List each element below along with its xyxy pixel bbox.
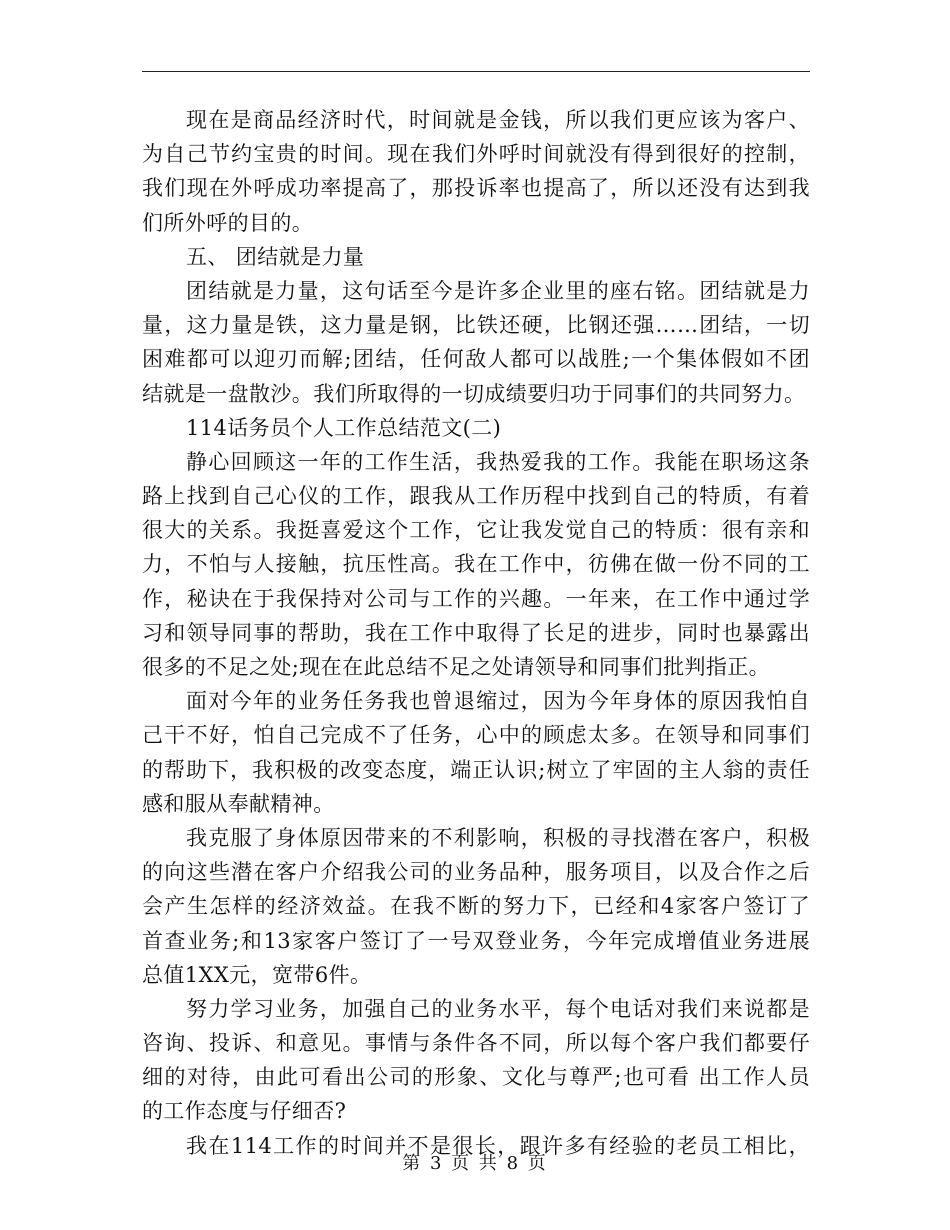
paragraph-line: 会产生怎样的经济效益。在我不断的努力下，已经和4家客户签订了: [142, 894, 810, 919]
paragraph-line: 现在是商品经济时代，时间就是金钱，所以我们更应该为客户、: [186, 108, 810, 132]
paragraph-line: 面对今年的业务任务我也曾退缩过，因为今年身体的原因我怕自: [186, 689, 810, 714]
paragraph-line: 咨询、投诉、和意见。事情与条件各不同，所以每个客户我们都要仔: [142, 1031, 810, 1056]
paragraph-line: 我们现在外呼成功率提高了，那投诉率也提高了，所以还没有达到我: [142, 176, 810, 201]
section-heading: 114话务员个人工作总结范文(二): [186, 415, 502, 440]
paragraph-line: 习和领导同事的帮助，我在工作中取得了长足的进步，同时也暴露出: [142, 620, 810, 645]
paragraph-line: 总值1XX元，宽带6件。: [142, 962, 372, 987]
paragraph-line: 路上找到自己心仪的工作，跟我从工作历程中找到自己的特质，有着: [142, 484, 810, 509]
paragraph-line: 很多的不足之处;现在在此总结不足之处请领导和同事们批判指正。: [142, 655, 771, 679]
paragraph-line: 静心回顾这一年的工作生活，我热爱我的工作。我能在职场这条: [186, 449, 810, 474]
paragraph-line: 为自己节约宝贵的时间。现在我们外呼时间就没有得到很好的控制，: [142, 142, 810, 167]
paragraph-line: 努力学习业务，加强自己的业务水平，每个电话对我们来说都是: [186, 996, 810, 1021]
paragraph-line: 作，秘诀在于我保持对公司与工作的兴趣。一年来，在工作中通过学: [142, 586, 810, 611]
paragraph-line: 我克服了身体原因带来的不利影响，积极的寻找潜在客户，积极: [186, 825, 810, 850]
paragraph-line: 己干不好，怕自己完成不了任务，心中的顾虑太多。在领导和同事们: [142, 723, 810, 748]
section-heading: 五、 团结就是力量: [186, 244, 365, 269]
paragraph-line: 很大的关系。我挺喜爱这个工作，它让我发觉自己的特质：很有亲和: [142, 518, 810, 543]
paragraph-line: 感和服从奉献精神。: [142, 791, 335, 816]
document-body: [142, 103, 810, 1163]
header-rule: [142, 71, 810, 72]
paragraph-line: 们所外呼的目的。: [142, 210, 314, 235]
paragraph-line: 我在114工作的时间并不是很长，跟许多有经验的老员工相比，: [186, 1133, 810, 1158]
paragraph-line: 首查业务;和13家客户签订了一号双登业务，今年完成增值业务进展: [142, 928, 810, 953]
paragraph-line: 的向这些潜在客户介绍我公司的业务品种，服务项目，以及合作之后: [142, 860, 810, 885]
paragraph-line: 的工作态度与仔细否?: [142, 1099, 347, 1124]
paragraph-line: 结就是一盘散沙。我们所取得的一切成绩要归功于同事们的共同努力。: [142, 381, 806, 406]
paragraph-line: 的帮助下，我积极的改变态度，端正认识;树立了牢固的主人翁的责任: [142, 757, 810, 782]
paragraph-line: 团结就是力量，这句话至今是许多企业里的座右铭。团结就是力: [186, 278, 810, 303]
page-footer: 第 3 页 共 8 页: [402, 1153, 548, 1174]
paragraph-line: 量，这力量是铁，这力量是钢，比铁还硬，比钢还强……团结，一切: [142, 313, 810, 338]
paragraph-line: 力，不怕与人接触，抗压性高。我在工作中，彷佛在做一份不同的工: [142, 552, 810, 577]
paragraph-line: 困难都可以迎刃而解;团结，任何敌人都可以战胜;一个集体假如不团: [142, 347, 810, 372]
paragraph-line: 细的对待，由此可看出公司的形象、文化与尊严;也可看 出工作人员: [142, 1065, 810, 1090]
